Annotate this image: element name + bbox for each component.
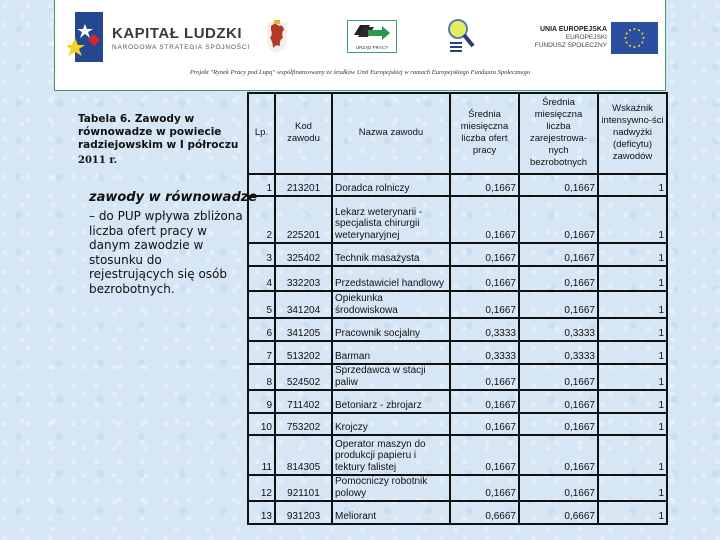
table-row	[248, 291, 667, 318]
cell-oferty: 0,1667	[450, 174, 519, 196]
table-row	[248, 318, 667, 341]
cell-kod: 213201	[275, 174, 332, 196]
cell-nazwa: Doradca rolniczy	[332, 174, 450, 196]
cell-nazwa: Operator maszyn do produkcji papieru i tektury falistej	[332, 435, 450, 475]
table-title: Tabela 6. Zawody w równowadze w powiecie radziejowskim w I półroczu	[78, 113, 239, 151]
cell-bezrobotni: 0,1667	[519, 435, 598, 475]
table-row	[248, 174, 667, 196]
sponsor-header	[54, 0, 666, 91]
table-row	[248, 501, 667, 524]
cell-wskaznik: 1	[598, 364, 667, 390]
cell-oferty: 0,3333	[450, 341, 519, 364]
cell-oferty: 0,1667	[450, 475, 519, 501]
cell-oferty: 0,1667	[450, 390, 519, 413]
urzad-pracy-logo	[347, 20, 397, 53]
cell-nazwa: Meliorant	[332, 501, 450, 524]
cell-lp: 13	[248, 501, 275, 524]
cell-bezrobotni: 0,1667	[519, 174, 598, 196]
cell-oferty: 0,6667	[450, 501, 519, 524]
cell-nazwa: Betoniarz - zbrojarz	[332, 390, 450, 413]
table-row	[248, 341, 667, 364]
cell-lp: 5	[248, 291, 275, 318]
cell-nazwa: Przedstawiciel handlowy	[332, 266, 450, 291]
cell-oferty: 0,1667	[450, 435, 519, 475]
cell-lp: 6	[248, 318, 275, 341]
arrow-cards-icon	[348, 21, 396, 43]
project-caption: Projekt "Rynek Pracy pod Lupą" współfinansowany ze środków Unii Europejskiej w ramach Europejskiego Funduszu Społecznego	[189, 69, 531, 76]
definition-body: – do PUP wpływa zbliżona liczba ofert pracy w danym zawodzie w stosunku do rejestrujących się osób bezrobotnych.	[89, 209, 243, 296]
cell-bezrobotni: 0,1667	[519, 243, 598, 266]
table-year: 2011 r.	[78, 155, 118, 166]
cell-wskaznik: 1	[598, 435, 667, 475]
cell-nazwa: Barman	[332, 341, 450, 364]
table-row	[248, 475, 667, 501]
cell-wskaznik: 1	[598, 196, 667, 243]
cell-wskaznik: 1	[598, 318, 667, 341]
cell-bezrobotni: 0,1667	[519, 291, 598, 318]
cell-oferty: 0,1667	[450, 413, 519, 435]
cell-oferty: 0,1667	[450, 364, 519, 390]
col-header-kod: Kod zawodu	[275, 93, 332, 174]
cell-kod: 931203	[275, 501, 332, 524]
cell-kod: 921101	[275, 475, 332, 501]
cell-nazwa: Pomocniczy robotnik polowy	[332, 475, 450, 501]
cell-nazwa: Krojczy	[332, 413, 450, 435]
cell-oferty: 0,1667	[450, 266, 519, 291]
eu-text-block	[491, 26, 607, 50]
table-row	[248, 196, 667, 243]
cell-bezrobotni: 0,1667	[519, 475, 598, 501]
col-header-wskaznik: Wskaźnik intensywno-ści nadwyżki (deficytu) zawodów	[598, 93, 667, 174]
cell-nazwa: Sprzedawca w stacji paliw	[332, 364, 450, 390]
cell-lp: 9	[248, 390, 275, 413]
cell-oferty: 0,3333	[450, 318, 519, 341]
cell-wskaznik: 1	[598, 266, 667, 291]
cell-kod: 325402	[275, 243, 332, 266]
cell-wskaznik: 1	[598, 501, 667, 524]
ue-line3: FUNDUSZ SPOŁECZNY	[534, 42, 607, 49]
kl-title: KAPITAŁ LUDZKI	[112, 25, 243, 42]
magnifier-logo-icon	[447, 18, 475, 54]
cell-lp: 12	[248, 475, 275, 501]
occupations-table	[247, 92, 668, 525]
cell-wskaznik: 1	[598, 341, 667, 364]
cell-nazwa: Pracownik socjalny	[332, 318, 450, 341]
col-header-lp: Lp.	[248, 93, 275, 174]
table-row	[248, 243, 667, 266]
cell-oferty: 0,1667	[450, 243, 519, 266]
cell-nazwa: Opiekunka środowiskowa	[332, 291, 450, 318]
table-header-row	[248, 93, 667, 174]
cell-lp: 4	[248, 266, 275, 291]
cell-lp: 3	[248, 243, 275, 266]
urzad-pracy-label: URZĄD PRACY	[355, 45, 389, 50]
cell-kod: 753202	[275, 413, 332, 435]
cell-kod: 341205	[275, 318, 332, 341]
col-header-bezrobotni: Średnia miesięczna liczba zarejestrowa-nych bezrobotnych	[519, 93, 598, 174]
cell-kod: 332203	[275, 266, 332, 291]
cell-kod: 513202	[275, 341, 332, 364]
cell-bezrobotni: 0,6667	[519, 501, 598, 524]
cell-bezrobotni: 0,3333	[519, 318, 598, 341]
cell-wskaznik: 1	[598, 475, 667, 501]
cell-bezrobotni: 0,1667	[519, 390, 598, 413]
table-row	[248, 390, 667, 413]
cell-lp: 1	[248, 174, 275, 196]
cell-nazwa: Lekarz weterynarii - specjalista chirurgii weterynaryjnej	[332, 196, 450, 243]
table-row	[248, 364, 667, 390]
cell-bezrobotni: 0,3333	[519, 341, 598, 364]
cell-wskaznik: 1	[598, 413, 667, 435]
cell-wskaznik: 1	[598, 174, 667, 196]
cell-lp: 10	[248, 413, 275, 435]
cell-kod: 524502	[275, 364, 332, 390]
kapital-ludzki-logo-icon	[67, 12, 103, 62]
cell-kod: 341204	[275, 291, 332, 318]
cell-lp: 2	[248, 196, 275, 243]
regional-coat-of-arms-icon	[265, 18, 289, 54]
cell-kod: 225201	[275, 196, 332, 243]
ue-title: UNIA EUROPEJSKA	[539, 26, 607, 33]
cell-bezrobotni: 0,1667	[519, 364, 598, 390]
definition-term: zawody w równowadze	[89, 190, 258, 205]
table-row	[248, 435, 667, 475]
cell-wskaznik: 1	[598, 390, 667, 413]
cell-wskaznik: 1	[598, 291, 667, 318]
cell-lp: 7	[248, 341, 275, 364]
col-header-oferty: Średnia miesięczna liczba ofert pracy	[450, 93, 519, 174]
kl-subtitle: NARODOWA STRATEGIA SPÓJNOŚCI	[112, 44, 250, 51]
cell-oferty: 0,1667	[450, 196, 519, 243]
cell-bezrobotni: 0,1667	[519, 413, 598, 435]
cell-bezrobotni: 0,1667	[519, 196, 598, 243]
table-row	[248, 266, 667, 291]
cell-wskaznik: 1	[598, 243, 667, 266]
col-header-nazwa: Nazwa zawodu	[332, 93, 450, 174]
cell-bezrobotni: 0,1667	[519, 266, 598, 291]
cell-kod: 711402	[275, 390, 332, 413]
kapital-ludzki-wordmark	[112, 26, 250, 51]
cell-kod: 814305	[275, 435, 332, 475]
cell-oferty: 0,1667	[450, 291, 519, 318]
cell-lp: 8	[248, 364, 275, 390]
ue-line2: EUROPEJSKI	[565, 34, 607, 41]
cell-nazwa: Technik masażysta	[332, 243, 450, 266]
cell-lp: 11	[248, 435, 275, 475]
table-row	[248, 413, 667, 435]
eu-flag-icon	[611, 22, 658, 54]
